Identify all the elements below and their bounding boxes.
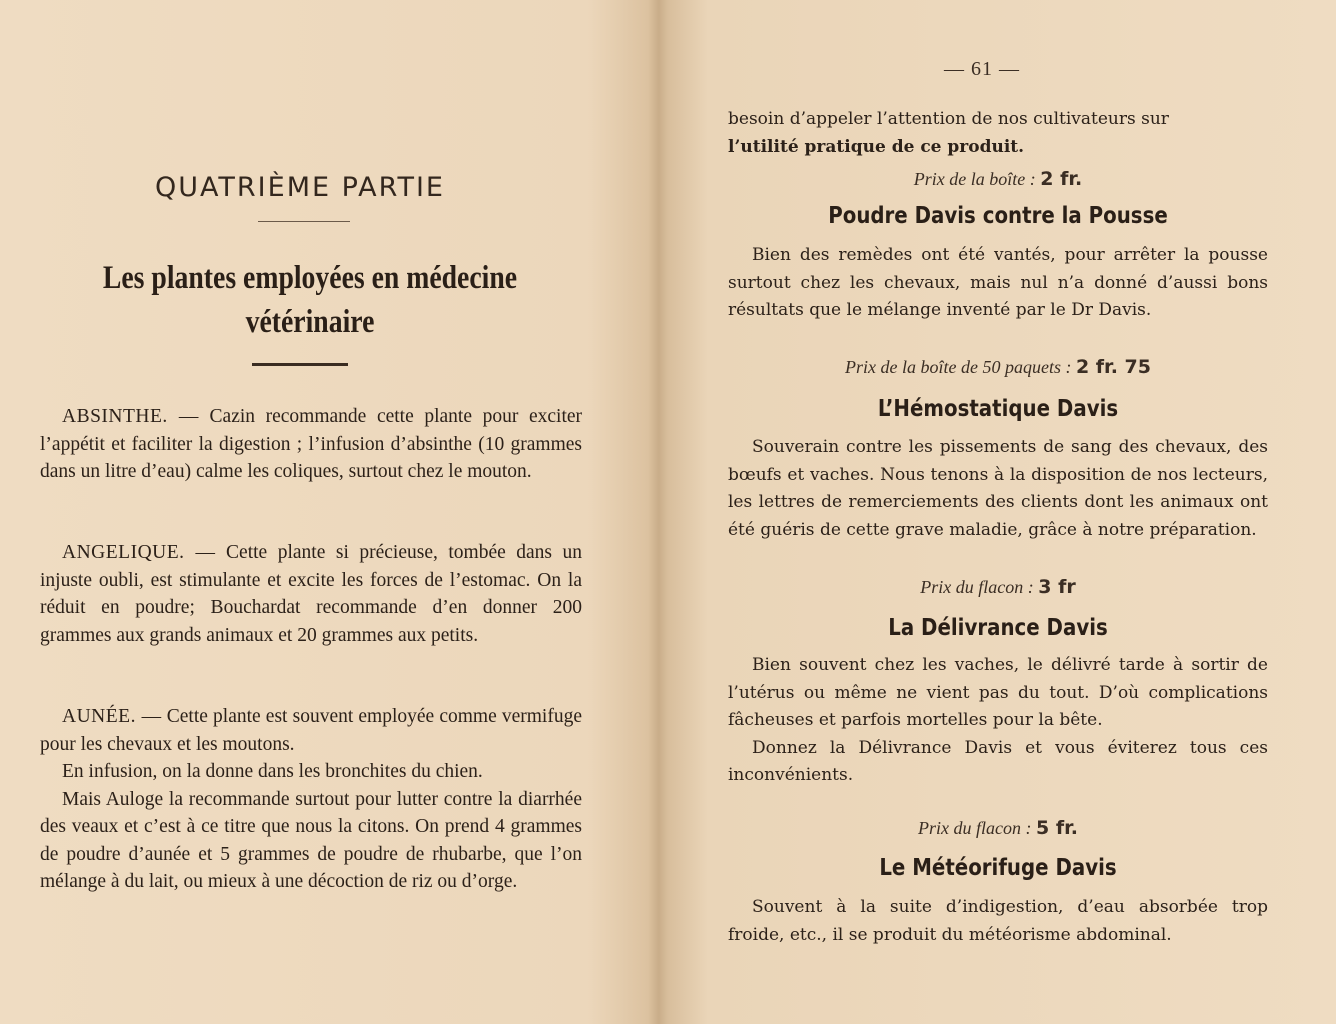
entry-aunee-name: AUNÉE. — bbox=[62, 706, 162, 727]
title-divider bbox=[258, 221, 350, 222]
left-page bbox=[0, 0, 650, 1024]
chapter-divider bbox=[252, 363, 348, 366]
entry-aunee-text1: Cette plante est souvent employée comme vermifuge pour les chevaux et les moutons. bbox=[40, 706, 583, 755]
intro-line2: l’utilité pratique de ce produit. bbox=[728, 136, 1025, 157]
entry-aunee-text3: Mais Auloge la recommande surtout pour lutter contre la diarrhée des veaux et c’est à ce titre que nous la citons. On prend 4 grammes de poudre d’aunée et 5 grammes de poudre de rhubarbe, que l’on mélange à du lait, ou mieux à une décoction de riz ou d’orge. bbox=[40, 788, 582, 892]
page-number: — 61 — bbox=[944, 58, 1020, 80]
heading-poudre: Poudre Davis contre la Pousse bbox=[828, 203, 1168, 229]
text-hemostatique: Souverain contre les pissements de sang des chevaux, des bœufs et vaches. Nous tenons à la disposition de nos lecteurs, les lettres de remerciements des clients dont les animaux ont été guéris de cette grave maladie, grâce à notre préparation. bbox=[728, 437, 1268, 540]
entry-aunee bbox=[40, 703, 582, 896]
price-1-label: Prix de la boîte : bbox=[913, 169, 1036, 189]
part-title: QUATRIÈME PARTIE bbox=[155, 172, 445, 203]
text-poudre: Bien des remèdes ont été vantés, pour arrêter la pousse surtout chez les chevaux, mais nul n’a donné d’aussi bons résultats que le mélange inventé par le Dr Davis. bbox=[728, 245, 1268, 320]
entry-angelique-text: Cette plante si précieuse, tombée dans un injuste oubli, est stimulante et excite les forces de l’estomac. On la réduit en poudre; Bouchardat recommande d’en donner 200 grammes aux grands animaux et 20 grammes aux petits. bbox=[40, 542, 583, 646]
chapter-title-line1: Les plantes employées en médecine bbox=[102, 260, 518, 296]
entry-absinthe-name: ABSINTHE. — bbox=[62, 406, 199, 427]
price-2 bbox=[728, 356, 1268, 378]
text-delivrance-b: Donnez la Délivrance Davis et vous éviterez tous ces inconvénients. bbox=[728, 737, 1268, 785]
heading-delivrance: La Délivrance Davis bbox=[888, 615, 1108, 641]
price-3 bbox=[728, 576, 1268, 598]
price-3-label: Prix du flacon : bbox=[920, 577, 1034, 597]
price-1-amount: 2 fr. bbox=[1040, 168, 1083, 190]
text-delivrance-a: Bien souvent chez les vaches, le délivré tarde à sortir de l’utérus ou même ne vient pas du tout. D’où complications fâcheuses et parfois mortelles pour la bête. bbox=[728, 655, 1268, 730]
entry-angelique-name: ANGELIQUE. — bbox=[62, 542, 216, 563]
entry-absinthe-text: Cazin recommande cette plante pour exciter l’appétit et faciliter la digestion ; l’infusion d’absinthe (10 grammes dans un litre d’eau) calme les coliques, surtout chez le mouton. bbox=[40, 406, 583, 482]
price-2-label: Prix de la boîte de 50 paquets : bbox=[845, 357, 1072, 377]
heading-meteorifuge: Le Météorifuge Davis bbox=[879, 855, 1117, 881]
text-delivrance bbox=[728, 652, 1268, 790]
price-3-amount: 3 fr bbox=[1038, 576, 1076, 598]
price-1 bbox=[728, 168, 1268, 190]
price-4-amount: 5 fr. bbox=[1036, 817, 1078, 839]
entry-aunee-text2: En infusion, on la donne dans les bronchites du chien. bbox=[62, 761, 483, 782]
intro-text bbox=[728, 106, 1268, 161]
heading-hemostatique: L’Hémostatique Davis bbox=[877, 396, 1119, 422]
price-2-amount: 2 fr. 75 bbox=[1075, 356, 1151, 378]
price-4 bbox=[728, 817, 1268, 839]
chapter-title-line2: vétérinaire bbox=[245, 304, 375, 340]
entry-angelique bbox=[40, 539, 582, 649]
entry-absinthe bbox=[40, 403, 582, 486]
intro-line1: besoin d’appeler l’attention de nos cultivateurs sur bbox=[728, 109, 1169, 129]
text-meteorifuge: Souvent à la suite d’indigestion, d’eau absorbée trop froide, etc., il se produit du météorisme abdominal. bbox=[728, 897, 1268, 945]
price-4-label: Prix du flacon : bbox=[918, 818, 1032, 838]
chapter-title bbox=[83, 256, 537, 344]
